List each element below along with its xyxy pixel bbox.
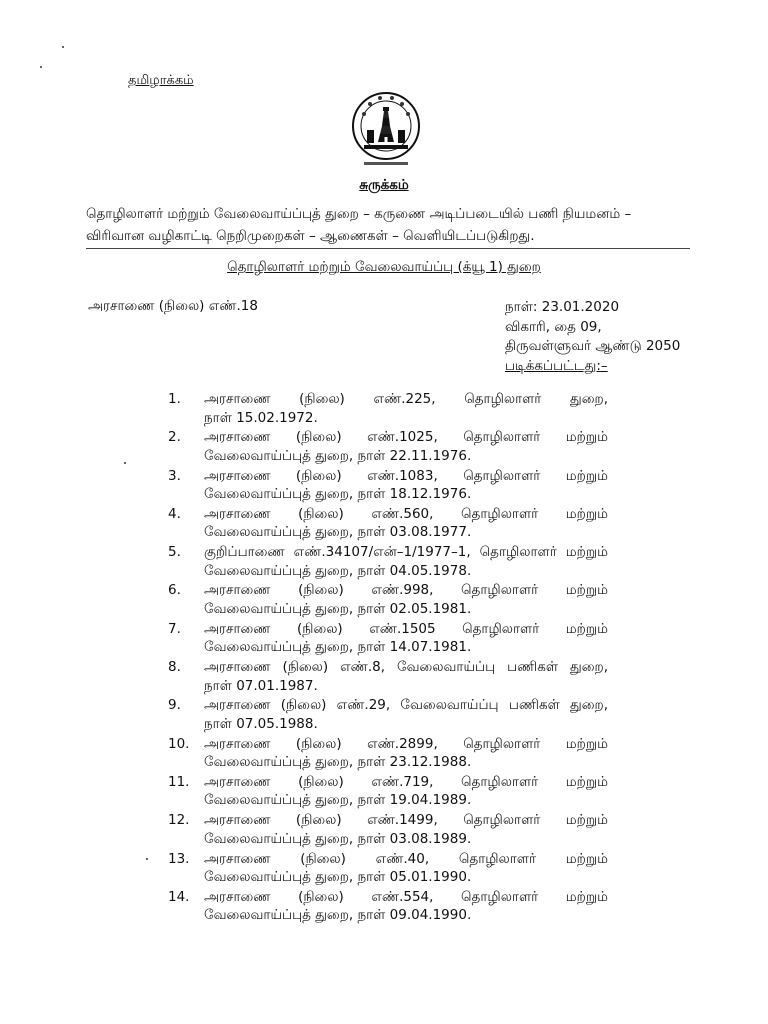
list-item-line: வேலைவாய்ப்புத் துறை, நாள் 03.08.1977. <box>204 524 472 541</box>
list-item-line: அரசாணை (நிலை) எண்.225, தொழிலாளர் துறை, <box>204 391 608 407</box>
list-item-text <box>204 850 608 888</box>
order-date: நாள்: 23.01.2020 <box>505 299 620 315</box>
list-item-number: 12. <box>168 812 190 829</box>
list-item-number: 7. <box>168 620 181 637</box>
list-item-line: அரசாணை (நிலை) எண்.719, தொழிலாளர் மற்றும் <box>204 773 608 790</box>
read-label: படிக்கப்பட்டது:– <box>505 357 608 374</box>
scan-speck <box>40 66 42 68</box>
list-item-text <box>204 581 608 619</box>
list-item-number: 8. <box>168 659 181 676</box>
list-item-text <box>204 811 608 849</box>
list-item-line: வேலைவாய்ப்புத் துறை, நாள் 19.04.1989. <box>204 792 472 809</box>
list-item <box>168 811 608 849</box>
list-item-number: 6. <box>168 582 181 599</box>
list-item-line: குறிப்பாணை எண்.34107/என்–1/1977–1, தொழிலாளர் மற்றும் <box>204 544 608 561</box>
order-summary: தொழிலாளர் மற்றும் வேலைவாய்ப்புத் துறை – கருணை அடிப்படையில் பணி நியமனம் – விரிவான வழிகாட்டி நெறிமுறைகள் – ஆணைகள் – வெளியிடப்படுகிறது. <box>86 206 632 244</box>
list-item-line: அரசாணை (நிலை) எண்.1499, தொழிலாளர் மற்றும் <box>204 812 608 829</box>
list-item-number: 9. <box>168 697 181 714</box>
scan-speck <box>124 462 126 464</box>
list-item-number: 14. <box>168 888 190 905</box>
list-item-line: வேலைவாய்ப்புத் துறை, நாள் 14.07.1981. <box>204 639 472 656</box>
list-item-line: வேலைவாய்ப்புத் துறை, நாள் 03.08.1989. <box>204 830 472 847</box>
list-item-number: 5. <box>168 544 181 561</box>
order-date-block <box>505 298 680 376</box>
list-item <box>168 467 608 505</box>
references-list <box>168 390 608 926</box>
list-item-line: வேலைவாய்ப்புத் துறை, நாள் 23.12.1988. <box>204 754 472 771</box>
list-item-text <box>204 543 608 581</box>
list-item <box>168 735 608 773</box>
document-heading: சுருக்கம் <box>359 177 409 193</box>
scan-speck <box>146 858 148 860</box>
list-item <box>168 850 608 888</box>
order-number: அரசாணை (நிலை) எண்.18 <box>88 298 258 314</box>
list-item-line: வேலைவாய்ப்புத் துறை, நாள் 18.12.1976. <box>204 486 472 503</box>
list-item-line: அரசாணை (நிலை) எண்.29, வேலைவாய்ப்பு பணிகள் துறை, <box>204 697 608 714</box>
state-name: தமிழாக்கம் <box>128 73 194 88</box>
list-item <box>168 505 608 543</box>
tamil-calendar-date: விகாரி, தை 09, <box>505 318 602 335</box>
list-item-line: வேலைவாய்ப்புத் துறை, நாள் 09.04.1990. <box>204 907 472 924</box>
list-item-text <box>204 658 608 696</box>
list-item <box>168 581 608 619</box>
list-item-text <box>204 467 608 505</box>
list-item-text <box>204 505 608 543</box>
list-item-text <box>204 390 608 428</box>
list-item-line: அரசாணை (நிலை) எண்.1025, தொழிலாளர் மற்றும் <box>204 429 608 446</box>
list-item-line: அரசாணை (நிலை) எண்.560, தொழிலாளர் மற்றும் <box>204 505 608 522</box>
list-item-number: 10. <box>168 735 190 752</box>
list-item-number: 2. <box>168 429 181 446</box>
list-item-line: நாள் 07.01.1987. <box>204 677 318 694</box>
list-item-line: நாள் 15.02.1972. <box>204 409 318 426</box>
list-item-line: அரசாணை (நிலை) எண்.1505 தொழிலாளர் மற்றும் <box>204 620 608 637</box>
list-item-number: 13. <box>168 850 190 867</box>
list-item <box>168 428 608 466</box>
list-item-text <box>204 428 608 466</box>
list-item-text <box>204 735 608 773</box>
list-item-line: வேலைவாய்ப்புத் துறை, நாள் 04.05.1978. <box>204 562 472 579</box>
list-item-line: அரசாணை (நிலை) எண்.8, வேலைவாய்ப்பு பணிகள் துறை, <box>204 659 608 676</box>
list-item-line: வேலைவாய்ப்புத் துறை, நாள் 05.01.1990. <box>204 869 472 886</box>
scan-speck <box>62 46 64 48</box>
department-name: தொழிலாளர் மற்றும் வேலைவாய்ப்பு (க்யூ 1) துறை <box>227 259 541 275</box>
list-item-number: 4. <box>168 505 181 522</box>
list-item <box>168 390 608 428</box>
tamil-nadu-government-emblem-icon <box>350 90 422 170</box>
list-item-text <box>204 888 608 926</box>
list-item-number: 11. <box>168 773 190 790</box>
list-item <box>168 888 608 926</box>
list-item-text <box>204 696 608 734</box>
list-item <box>168 620 608 658</box>
list-item <box>168 773 608 811</box>
list-item-number: 1. <box>168 391 181 407</box>
list-item-line: அரசாணை (நிலை) எண்.40, தொழிலாளர் மற்றும் <box>204 850 608 867</box>
list-item-number: 3. <box>168 467 181 484</box>
list-item <box>168 696 608 734</box>
list-item-line: வேலைவாய்ப்புத் துறை, நாள் 02.05.1981. <box>204 600 472 617</box>
thiruvalluvar-year: திருவள்ளுவர் ஆண்டு 2050 <box>505 338 681 354</box>
list-item-line: நாள் 07.05.1988. <box>204 715 318 732</box>
list-item-text <box>204 620 608 658</box>
list-item-line: அரசாணை (நிலை) எண்.2899, தொழிலாளர் மற்றும் <box>204 735 608 752</box>
list-item-line: வேலைவாய்ப்புத் துறை, நாள் 22.11.1976. <box>204 447 472 464</box>
list-item <box>168 658 608 696</box>
list-item-text <box>204 773 608 811</box>
list-item-line: அரசாணை (நிலை) எண்.1083, தொழிலாளர் மற்றும் <box>204 467 608 484</box>
divider <box>86 248 690 249</box>
list-item <box>168 543 608 581</box>
list-item-line: அரசாணை (நிலை) எண்.998, தொழிலாளர் மற்றும் <box>204 582 608 599</box>
list-item-line: அரசாணை (நிலை) எண்.554, தொழிலாளர் மற்றும் <box>204 888 608 905</box>
